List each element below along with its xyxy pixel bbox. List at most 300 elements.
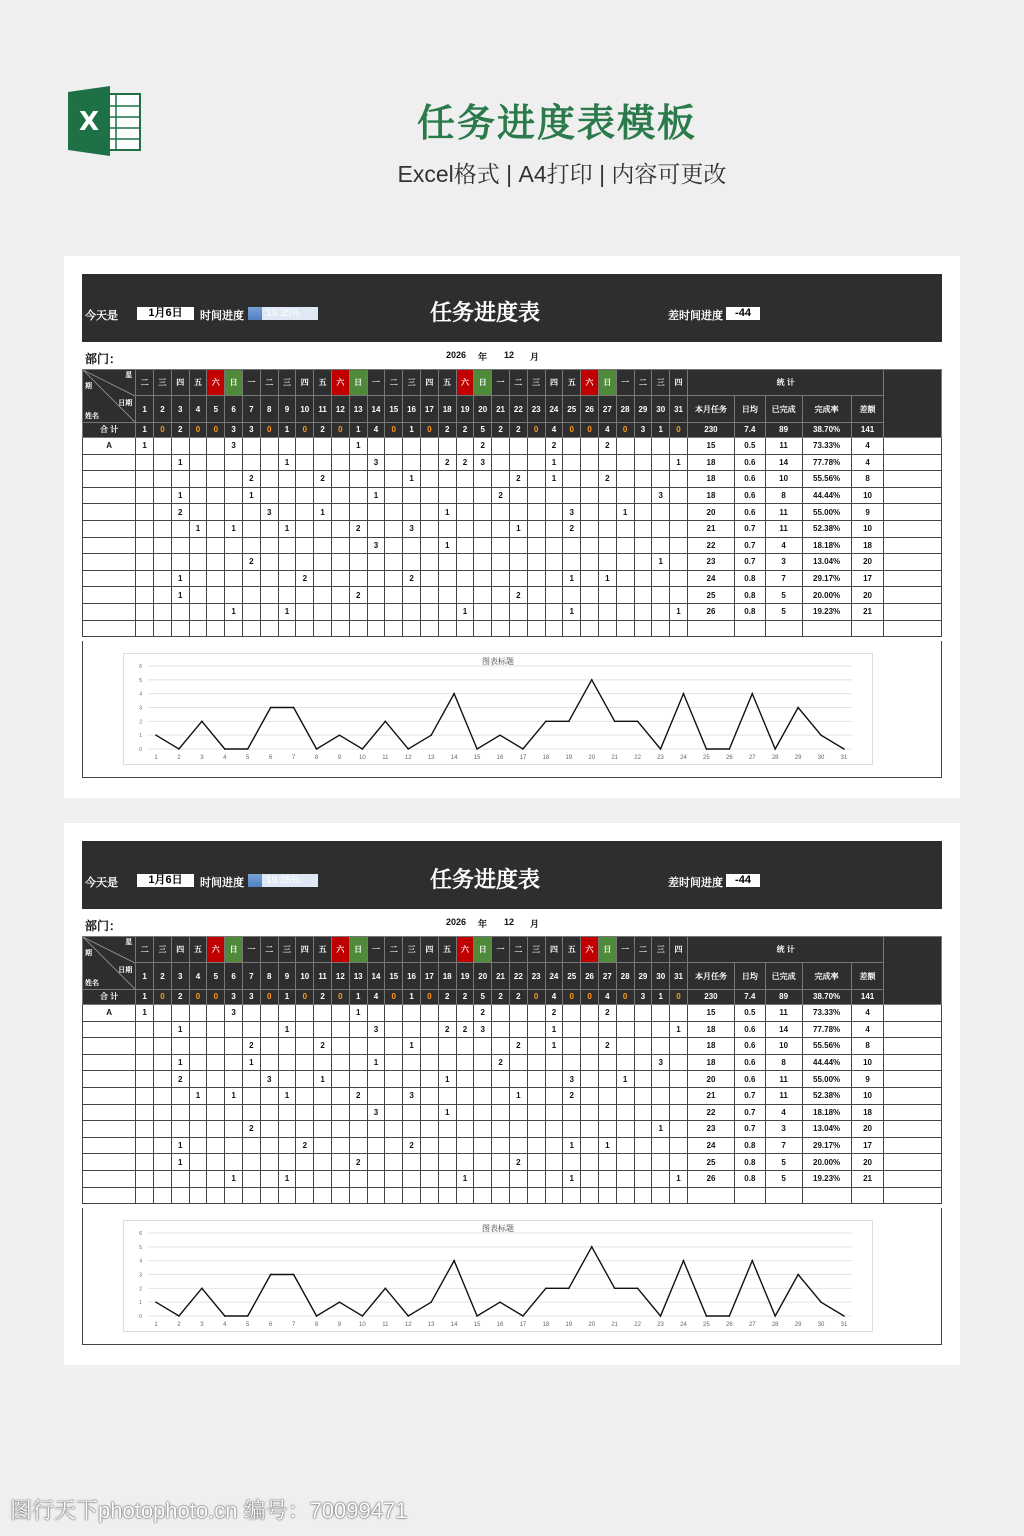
day-cell[interactable]: 2 bbox=[349, 520, 367, 537]
day-cell[interactable] bbox=[403, 1104, 421, 1121]
day-cell[interactable] bbox=[420, 487, 438, 504]
day-cell[interactable] bbox=[296, 1054, 314, 1071]
day-cell[interactable] bbox=[225, 454, 243, 471]
day-cell[interactable] bbox=[563, 537, 581, 554]
day-cell[interactable] bbox=[634, 1054, 652, 1071]
day-cell[interactable] bbox=[598, 454, 616, 471]
day-cell[interactable] bbox=[243, 1071, 261, 1088]
day-cell[interactable] bbox=[438, 1137, 456, 1154]
day-cell[interactable] bbox=[598, 603, 616, 620]
day-cell[interactable] bbox=[438, 603, 456, 620]
day-cell[interactable]: 1 bbox=[171, 570, 189, 587]
day-cell[interactable]: 2 bbox=[598, 438, 616, 455]
day-cell[interactable] bbox=[563, 620, 581, 637]
day-cell[interactable] bbox=[189, 471, 207, 488]
day-cell[interactable] bbox=[545, 1121, 563, 1138]
day-cell[interactable] bbox=[420, 1170, 438, 1187]
day-cell[interactable] bbox=[296, 1104, 314, 1121]
day-cell[interactable] bbox=[670, 1038, 688, 1055]
day-cell[interactable] bbox=[652, 504, 670, 521]
day-cell[interactable] bbox=[581, 1170, 599, 1187]
day-cell[interactable] bbox=[171, 1087, 189, 1104]
day-cell[interactable] bbox=[207, 1187, 225, 1204]
day-cell[interactable] bbox=[349, 1121, 367, 1138]
day-cell[interactable] bbox=[634, 1104, 652, 1121]
day-cell[interactable] bbox=[331, 554, 349, 571]
day-cell[interactable]: 2 bbox=[296, 1137, 314, 1154]
day-cell[interactable] bbox=[492, 454, 510, 471]
day-cell[interactable] bbox=[189, 454, 207, 471]
day-cell[interactable]: 2 bbox=[598, 1005, 616, 1022]
day-cell[interactable]: 1 bbox=[367, 487, 385, 504]
day-cell[interactable] bbox=[136, 1071, 154, 1088]
day-cell[interactable]: 2 bbox=[598, 471, 616, 488]
day-cell[interactable] bbox=[420, 1054, 438, 1071]
day-cell[interactable] bbox=[581, 438, 599, 455]
day-cell[interactable] bbox=[527, 1087, 545, 1104]
day-cell[interactable] bbox=[314, 520, 332, 537]
day-cell[interactable] bbox=[331, 504, 349, 521]
day-cell[interactable] bbox=[225, 1104, 243, 1121]
day-cell[interactable] bbox=[563, 1054, 581, 1071]
row-name[interactable] bbox=[83, 1054, 136, 1071]
day-cell[interactable] bbox=[260, 471, 278, 488]
day-cell[interactable] bbox=[367, 1121, 385, 1138]
day-cell[interactable]: 2 bbox=[438, 454, 456, 471]
day-cell[interactable] bbox=[154, 1104, 172, 1121]
day-cell[interactable] bbox=[670, 487, 688, 504]
day-cell[interactable] bbox=[652, 471, 670, 488]
day-cell[interactable] bbox=[385, 1121, 403, 1138]
day-cell[interactable] bbox=[154, 620, 172, 637]
day-cell[interactable] bbox=[652, 587, 670, 604]
day-cell[interactable] bbox=[154, 603, 172, 620]
day-cell[interactable] bbox=[331, 438, 349, 455]
day-cell[interactable] bbox=[456, 620, 474, 637]
day-cell[interactable] bbox=[527, 554, 545, 571]
day-cell[interactable] bbox=[189, 587, 207, 604]
day-cell[interactable] bbox=[545, 504, 563, 521]
day-cell[interactable] bbox=[474, 471, 492, 488]
day-cell[interactable] bbox=[634, 1021, 652, 1038]
day-cell[interactable]: 2 bbox=[349, 1087, 367, 1104]
day-cell[interactable] bbox=[296, 504, 314, 521]
day-cell[interactable] bbox=[616, 1005, 634, 1022]
day-cell[interactable] bbox=[545, 1104, 563, 1121]
day-cell[interactable] bbox=[154, 1154, 172, 1171]
day-cell[interactable] bbox=[349, 1038, 367, 1055]
day-cell[interactable] bbox=[136, 520, 154, 537]
day-cell[interactable] bbox=[509, 1137, 527, 1154]
year-value[interactable]: 2026 bbox=[446, 350, 467, 360]
day-cell[interactable] bbox=[420, 1038, 438, 1055]
day-cell[interactable] bbox=[634, 520, 652, 537]
day-cell[interactable] bbox=[171, 537, 189, 554]
day-cell[interactable] bbox=[331, 1137, 349, 1154]
day-cell[interactable] bbox=[527, 471, 545, 488]
day-cell[interactable] bbox=[385, 1038, 403, 1055]
day-cell[interactable] bbox=[260, 603, 278, 620]
day-cell[interactable] bbox=[456, 487, 474, 504]
day-cell[interactable] bbox=[136, 1154, 154, 1171]
day-cell[interactable] bbox=[545, 1187, 563, 1204]
day-cell[interactable] bbox=[314, 603, 332, 620]
day-cell[interactable] bbox=[634, 554, 652, 571]
day-cell[interactable]: 1 bbox=[509, 520, 527, 537]
day-cell[interactable] bbox=[598, 1121, 616, 1138]
day-cell[interactable] bbox=[171, 1170, 189, 1187]
day-cell[interactable] bbox=[403, 504, 421, 521]
day-cell[interactable]: 3 bbox=[403, 520, 421, 537]
day-cell[interactable] bbox=[189, 1104, 207, 1121]
day-cell[interactable]: 1 bbox=[598, 1137, 616, 1154]
day-cell[interactable] bbox=[438, 1087, 456, 1104]
day-cell[interactable] bbox=[349, 537, 367, 554]
day-cell[interactable] bbox=[385, 454, 403, 471]
day-cell[interactable] bbox=[403, 1121, 421, 1138]
day-cell[interactable] bbox=[474, 1054, 492, 1071]
row-name[interactable] bbox=[83, 487, 136, 504]
day-cell[interactable] bbox=[509, 1121, 527, 1138]
day-cell[interactable] bbox=[616, 1121, 634, 1138]
day-cell[interactable] bbox=[136, 587, 154, 604]
day-cell[interactable] bbox=[492, 603, 510, 620]
day-cell[interactable] bbox=[225, 570, 243, 587]
day-cell[interactable]: 2 bbox=[456, 454, 474, 471]
day-cell[interactable] bbox=[474, 603, 492, 620]
day-cell[interactable] bbox=[260, 487, 278, 504]
day-cell[interactable] bbox=[581, 603, 599, 620]
day-cell[interactable] bbox=[652, 1170, 670, 1187]
day-cell[interactable] bbox=[598, 1170, 616, 1187]
day-cell[interactable] bbox=[385, 1104, 403, 1121]
day-cell[interactable] bbox=[243, 1087, 261, 1104]
day-cell[interactable] bbox=[225, 1154, 243, 1171]
day-cell[interactable] bbox=[670, 587, 688, 604]
day-cell[interactable] bbox=[492, 537, 510, 554]
day-cell[interactable] bbox=[545, 537, 563, 554]
row-name[interactable] bbox=[83, 1087, 136, 1104]
day-cell[interactable] bbox=[243, 1137, 261, 1154]
day-cell[interactable] bbox=[652, 520, 670, 537]
day-cell[interactable] bbox=[171, 1005, 189, 1022]
day-cell[interactable] bbox=[278, 1187, 296, 1204]
day-cell[interactable] bbox=[634, 454, 652, 471]
day-cell[interactable] bbox=[385, 554, 403, 571]
day-cell[interactable] bbox=[670, 1054, 688, 1071]
day-cell[interactable] bbox=[278, 1054, 296, 1071]
day-cell[interactable] bbox=[207, 1121, 225, 1138]
day-cell[interactable] bbox=[331, 1187, 349, 1204]
day-cell[interactable] bbox=[492, 1021, 510, 1038]
day-cell[interactable]: 2 bbox=[545, 1005, 563, 1022]
day-cell[interactable] bbox=[563, 1021, 581, 1038]
day-cell[interactable]: 1 bbox=[563, 570, 581, 587]
day-cell[interactable] bbox=[278, 1005, 296, 1022]
day-cell[interactable] bbox=[456, 554, 474, 571]
day-cell[interactable] bbox=[136, 1104, 154, 1121]
day-cell[interactable] bbox=[598, 1187, 616, 1204]
day-cell[interactable] bbox=[403, 1154, 421, 1171]
day-cell[interactable] bbox=[367, 1154, 385, 1171]
day-cell[interactable] bbox=[296, 1021, 314, 1038]
day-cell[interactable] bbox=[581, 1104, 599, 1121]
day-cell[interactable] bbox=[349, 620, 367, 637]
day-cell[interactable] bbox=[243, 438, 261, 455]
day-cell[interactable] bbox=[243, 1187, 261, 1204]
row-name[interactable] bbox=[83, 1170, 136, 1187]
day-cell[interactable]: 2 bbox=[474, 438, 492, 455]
day-cell[interactable] bbox=[652, 1071, 670, 1088]
day-cell[interactable] bbox=[438, 438, 456, 455]
day-cell[interactable] bbox=[385, 1187, 403, 1204]
day-cell[interactable]: 2 bbox=[349, 587, 367, 604]
day-cell[interactable]: 1 bbox=[545, 471, 563, 488]
day-cell[interactable] bbox=[438, 1187, 456, 1204]
day-cell[interactable] bbox=[189, 537, 207, 554]
day-cell[interactable] bbox=[278, 487, 296, 504]
day-cell[interactable]: 2 bbox=[243, 1121, 261, 1138]
day-cell[interactable] bbox=[492, 1170, 510, 1187]
day-cell[interactable] bbox=[243, 587, 261, 604]
day-cell[interactable] bbox=[349, 454, 367, 471]
month-value[interactable]: 12 bbox=[504, 350, 515, 360]
day-cell[interactable] bbox=[616, 438, 634, 455]
day-cell[interactable] bbox=[403, 587, 421, 604]
day-cell[interactable] bbox=[527, 504, 545, 521]
day-cell[interactable] bbox=[367, 438, 385, 455]
day-cell[interactable] bbox=[527, 1038, 545, 1055]
day-cell[interactable] bbox=[438, 1154, 456, 1171]
day-cell[interactable] bbox=[367, 620, 385, 637]
day-cell[interactable] bbox=[492, 1137, 510, 1154]
day-cell[interactable] bbox=[634, 1087, 652, 1104]
day-cell[interactable] bbox=[492, 587, 510, 604]
day-cell[interactable] bbox=[616, 1021, 634, 1038]
day-cell[interactable] bbox=[349, 504, 367, 521]
day-cell[interactable] bbox=[474, 1170, 492, 1187]
day-cell[interactable] bbox=[314, 554, 332, 571]
day-cell[interactable] bbox=[474, 520, 492, 537]
day-cell[interactable]: 2 bbox=[296, 570, 314, 587]
day-cell[interactable] bbox=[154, 471, 172, 488]
day-cell[interactable] bbox=[296, 537, 314, 554]
day-cell[interactable] bbox=[527, 487, 545, 504]
day-cell[interactable] bbox=[420, 520, 438, 537]
day-cell[interactable] bbox=[474, 620, 492, 637]
day-cell[interactable] bbox=[492, 1154, 510, 1171]
day-cell[interactable] bbox=[581, 520, 599, 537]
day-cell[interactable] bbox=[207, 570, 225, 587]
day-cell[interactable] bbox=[331, 454, 349, 471]
day-cell[interactable] bbox=[652, 570, 670, 587]
day-cell[interactable] bbox=[420, 438, 438, 455]
day-cell[interactable] bbox=[171, 603, 189, 620]
day-cell[interactable] bbox=[652, 1137, 670, 1154]
day-cell[interactable] bbox=[278, 1121, 296, 1138]
row-name[interactable]: A bbox=[83, 438, 136, 455]
day-cell[interactable] bbox=[456, 438, 474, 455]
day-cell[interactable] bbox=[207, 438, 225, 455]
day-cell[interactable] bbox=[616, 1170, 634, 1187]
day-cell[interactable] bbox=[527, 1071, 545, 1088]
day-cell[interactable] bbox=[545, 1087, 563, 1104]
day-cell[interactable] bbox=[367, 1137, 385, 1154]
day-cell[interactable] bbox=[260, 438, 278, 455]
day-cell[interactable] bbox=[474, 1187, 492, 1204]
day-cell[interactable] bbox=[670, 438, 688, 455]
day-cell[interactable] bbox=[403, 620, 421, 637]
day-cell[interactable] bbox=[420, 537, 438, 554]
day-cell[interactable] bbox=[243, 570, 261, 587]
day-cell[interactable] bbox=[243, 537, 261, 554]
day-cell[interactable]: 1 bbox=[171, 1137, 189, 1154]
day-cell[interactable]: 1 bbox=[225, 1087, 243, 1104]
day-cell[interactable] bbox=[420, 1121, 438, 1138]
row-name[interactable] bbox=[83, 1038, 136, 1055]
day-cell[interactable] bbox=[581, 1005, 599, 1022]
day-cell[interactable] bbox=[296, 1154, 314, 1171]
day-cell[interactable] bbox=[136, 454, 154, 471]
day-cell[interactable] bbox=[634, 570, 652, 587]
day-cell[interactable] bbox=[545, 1154, 563, 1171]
day-cell[interactable]: 2 bbox=[243, 554, 261, 571]
day-cell[interactable] bbox=[634, 487, 652, 504]
day-cell[interactable] bbox=[171, 554, 189, 571]
row-name[interactable] bbox=[83, 454, 136, 471]
day-cell[interactable] bbox=[420, 471, 438, 488]
day-cell[interactable] bbox=[171, 1104, 189, 1121]
day-cell[interactable]: 2 bbox=[509, 587, 527, 604]
day-cell[interactable] bbox=[563, 1104, 581, 1121]
day-cell[interactable] bbox=[456, 1104, 474, 1121]
day-cell[interactable] bbox=[545, 1170, 563, 1187]
row-name[interactable] bbox=[83, 520, 136, 537]
day-cell[interactable] bbox=[331, 1154, 349, 1171]
day-cell[interactable] bbox=[581, 471, 599, 488]
day-cell[interactable] bbox=[420, 620, 438, 637]
day-cell[interactable]: 1 bbox=[563, 1170, 581, 1187]
day-cell[interactable] bbox=[545, 603, 563, 620]
day-cell[interactable]: 3 bbox=[474, 454, 492, 471]
day-cell[interactable] bbox=[243, 1154, 261, 1171]
day-cell[interactable] bbox=[598, 1021, 616, 1038]
day-cell[interactable] bbox=[456, 570, 474, 587]
day-cell[interactable] bbox=[314, 1087, 332, 1104]
day-cell[interactable] bbox=[456, 504, 474, 521]
day-cell[interactable] bbox=[260, 1137, 278, 1154]
day-cell[interactable]: 1 bbox=[225, 520, 243, 537]
day-cell[interactable] bbox=[385, 603, 403, 620]
day-cell[interactable] bbox=[474, 1121, 492, 1138]
day-cell[interactable] bbox=[492, 1071, 510, 1088]
day-cell[interactable] bbox=[492, 1121, 510, 1138]
day-cell[interactable] bbox=[225, 471, 243, 488]
day-cell[interactable] bbox=[154, 570, 172, 587]
day-cell[interactable] bbox=[563, 1154, 581, 1171]
day-cell[interactable] bbox=[225, 537, 243, 554]
day-cell[interactable] bbox=[314, 1021, 332, 1038]
day-cell[interactable] bbox=[136, 570, 154, 587]
day-cell[interactable] bbox=[331, 537, 349, 554]
day-cell[interactable]: 2 bbox=[349, 1154, 367, 1171]
day-cell[interactable] bbox=[403, 438, 421, 455]
day-cell[interactable] bbox=[474, 570, 492, 587]
day-cell[interactable] bbox=[581, 1137, 599, 1154]
day-cell[interactable] bbox=[331, 587, 349, 604]
day-cell[interactable] bbox=[438, 587, 456, 604]
day-cell[interactable] bbox=[420, 1087, 438, 1104]
day-cell[interactable]: 3 bbox=[367, 537, 385, 554]
day-cell[interactable] bbox=[420, 1137, 438, 1154]
day-cell[interactable] bbox=[260, 537, 278, 554]
day-cell[interactable] bbox=[189, 1038, 207, 1055]
day-cell[interactable] bbox=[545, 1054, 563, 1071]
day-cell[interactable] bbox=[581, 554, 599, 571]
day-cell[interactable] bbox=[349, 570, 367, 587]
row-name[interactable] bbox=[83, 554, 136, 571]
day-cell[interactable] bbox=[670, 471, 688, 488]
day-cell[interactable] bbox=[154, 454, 172, 471]
day-cell[interactable] bbox=[509, 1054, 527, 1071]
day-cell[interactable] bbox=[189, 603, 207, 620]
day-cell[interactable] bbox=[278, 1154, 296, 1171]
day-cell[interactable] bbox=[527, 1137, 545, 1154]
day-cell[interactable] bbox=[438, 471, 456, 488]
row-name[interactable] bbox=[83, 620, 136, 637]
day-cell[interactable] bbox=[403, 1187, 421, 1204]
day-cell[interactable] bbox=[136, 1187, 154, 1204]
day-cell[interactable] bbox=[243, 1021, 261, 1038]
day-cell[interactable] bbox=[136, 471, 154, 488]
day-cell[interactable] bbox=[349, 1054, 367, 1071]
day-cell[interactable] bbox=[314, 1054, 332, 1071]
day-cell[interactable] bbox=[563, 1187, 581, 1204]
day-cell[interactable] bbox=[403, 1005, 421, 1022]
row-name[interactable] bbox=[83, 471, 136, 488]
year-value[interactable]: 2026 bbox=[446, 917, 467, 927]
day-cell[interactable] bbox=[509, 1170, 527, 1187]
day-cell[interactable] bbox=[136, 1087, 154, 1104]
day-cell[interactable] bbox=[207, 603, 225, 620]
day-cell[interactable] bbox=[616, 454, 634, 471]
day-cell[interactable] bbox=[278, 1104, 296, 1121]
day-cell[interactable] bbox=[278, 1137, 296, 1154]
day-cell[interactable] bbox=[598, 520, 616, 537]
day-cell[interactable] bbox=[154, 537, 172, 554]
day-cell[interactable]: 1 bbox=[367, 1054, 385, 1071]
day-cell[interactable] bbox=[136, 1054, 154, 1071]
day-cell[interactable]: 3 bbox=[260, 504, 278, 521]
day-cell[interactable] bbox=[420, 504, 438, 521]
day-cell[interactable] bbox=[474, 487, 492, 504]
day-cell[interactable] bbox=[420, 603, 438, 620]
day-cell[interactable] bbox=[260, 1170, 278, 1187]
day-cell[interactable]: 1 bbox=[670, 1170, 688, 1187]
day-cell[interactable] bbox=[189, 620, 207, 637]
day-cell[interactable] bbox=[456, 1054, 474, 1071]
day-cell[interactable] bbox=[652, 1187, 670, 1204]
day-cell[interactable] bbox=[456, 537, 474, 554]
day-cell[interactable]: 1 bbox=[403, 1038, 421, 1055]
day-cell[interactable]: 3 bbox=[563, 1071, 581, 1088]
row-name[interactable] bbox=[83, 1104, 136, 1121]
day-cell[interactable] bbox=[563, 1005, 581, 1022]
day-cell[interactable] bbox=[296, 554, 314, 571]
day-cell[interactable] bbox=[367, 1187, 385, 1204]
day-cell[interactable] bbox=[225, 1071, 243, 1088]
day-cell[interactable] bbox=[527, 454, 545, 471]
